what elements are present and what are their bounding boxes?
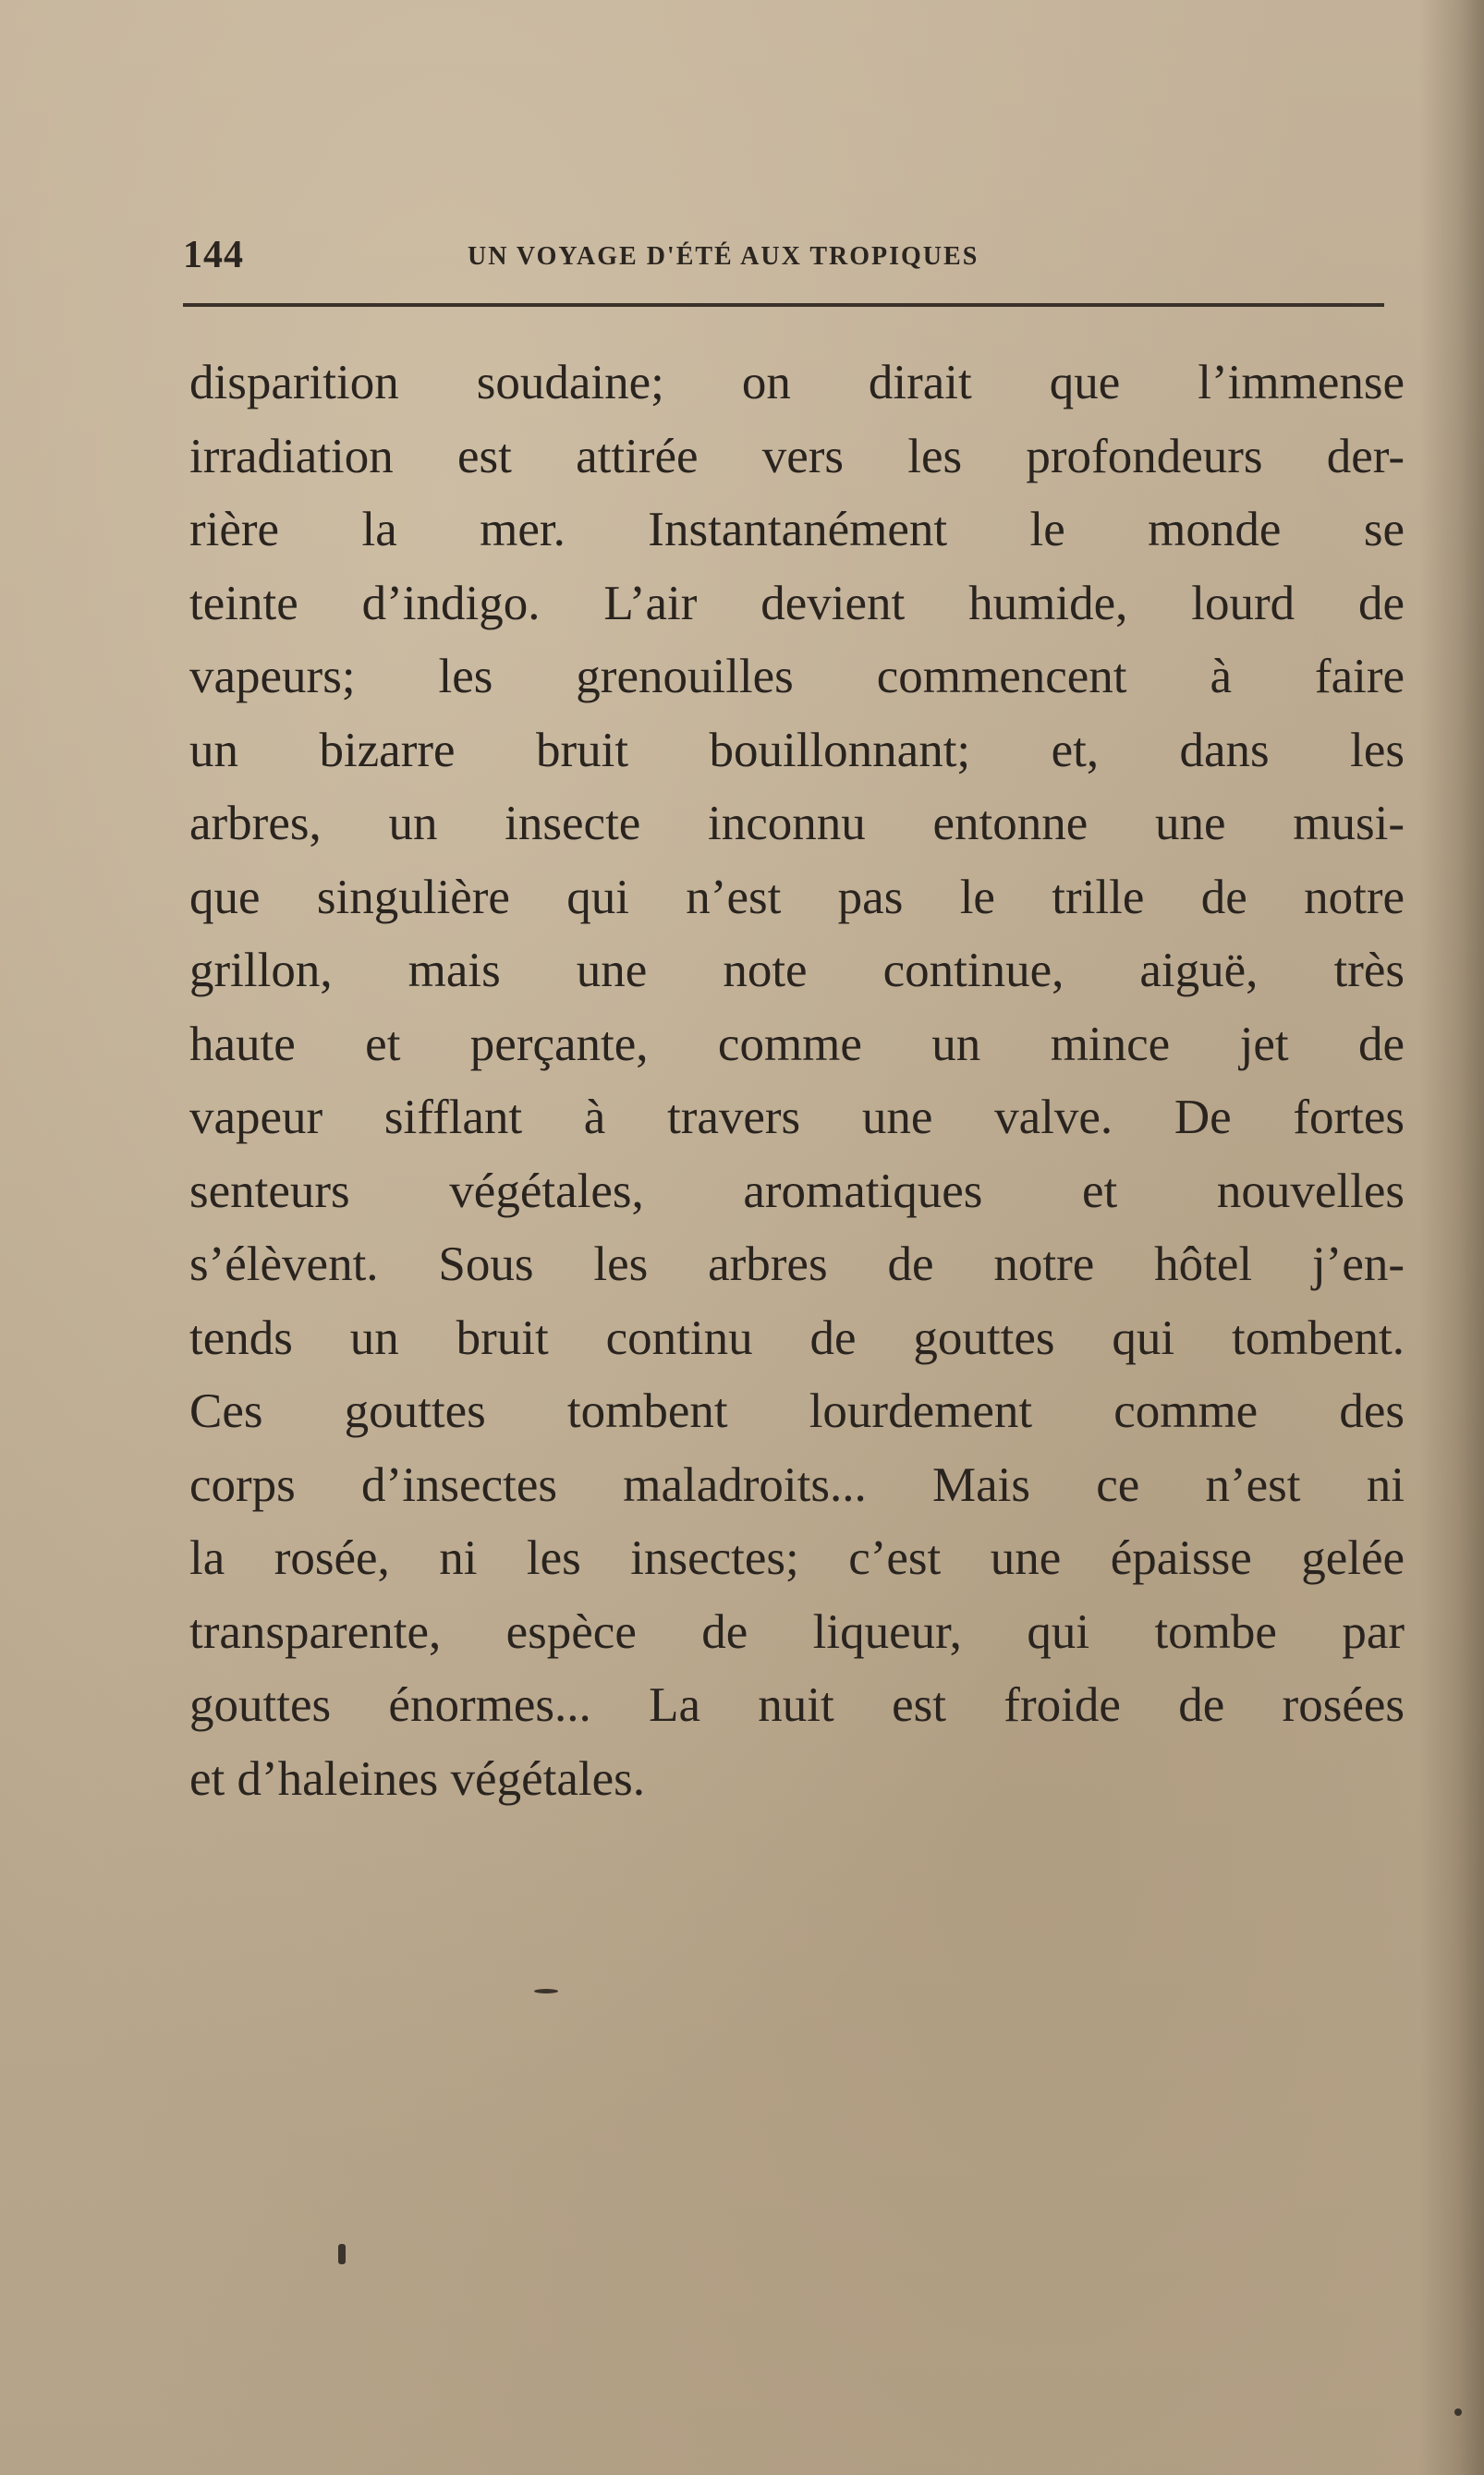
body-text <box>189 347 1405 1816</box>
text-line: Ces gouttes tombent lourdement comme des <box>189 1384 1405 1438</box>
text-line: un bizarre bruit bouillonnant; et, dans les <box>189 723 1405 777</box>
page-number: 144 <box>183 234 244 276</box>
text-line: s’élèvent. Sous les arbres de notre hôtel j’en- <box>189 1238 1405 1291</box>
text-line: que singulière qui n’est pas le trille de notre <box>189 870 1405 924</box>
text-line: teinte d’indigo. L’air devient humide, lourd de <box>189 576 1405 630</box>
text-line: gouttes énormes... La nuit est froide de rosées <box>189 1678 1405 1732</box>
text-line: transparente, espèce de liqueur, qui tombe par <box>189 1604 1405 1659</box>
paper-speck <box>1454 2408 1462 2416</box>
page-header <box>183 233 1384 288</box>
text-line: corps d’insectes maladroits... Mais ce n’est ni <box>189 1457 1405 1512</box>
text-line: vapeurs; les grenouilles commencent à faire <box>189 650 1405 703</box>
page-edge-shadow <box>1419 0 1484 2475</box>
text-line: grillon, mais une note continue, aiguë, très <box>189 944 1405 997</box>
text-line: rière la mer. Instantanément le monde se <box>189 503 1405 556</box>
text-line: tends un bruit continu de gouttes qui tombent. <box>189 1311 1405 1365</box>
text-line: senteurs végétales, aromatiques et nouvelles <box>189 1164 1405 1218</box>
header-rule <box>183 303 1384 307</box>
text-line: la rosée, ni les insectes; c’est une épaisse gelée <box>189 1531 1405 1585</box>
text-line: disparition soudaine; on dirait que l’immense <box>189 356 1405 409</box>
text-line: irradiation est attirée vers les profondeurs der- <box>189 429 1405 483</box>
text-line: haute et perçante, comme un mince jet de <box>189 1017 1405 1071</box>
paper-speck <box>338 2244 346 2264</box>
text-line: vapeur sifflant à travers une valve. De fortes <box>189 1091 1405 1144</box>
text-line: arbres, un insecte inconnu entonne une musi- <box>189 797 1405 850</box>
paper-speck <box>534 1989 558 1993</box>
text-line: et d’haleines végétales. <box>189 1751 645 1806</box>
running-title: UN VOYAGE D'ÉTÉ AUX TROPIQUES <box>468 242 979 271</box>
